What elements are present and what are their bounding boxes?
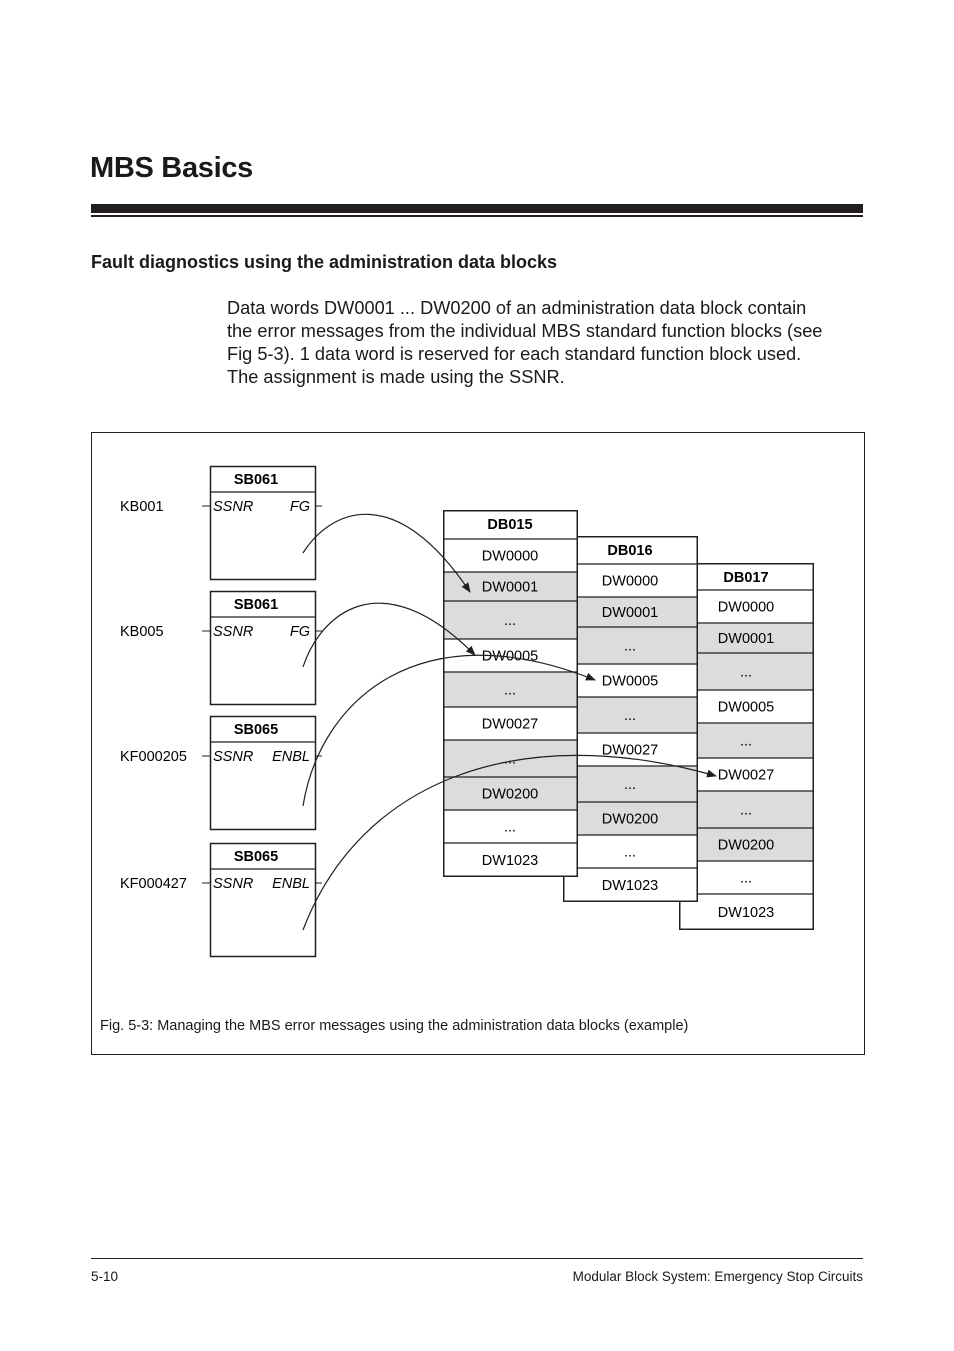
- data-word-label: ...: [623, 844, 637, 861]
- footer-rule: [91, 1258, 863, 1259]
- page-title: MBS Basics: [90, 152, 254, 184]
- data-word-label: DW0200: [601, 811, 659, 828]
- data-word-label: ...: [623, 708, 637, 724]
- data-word-label: ...: [739, 870, 753, 887]
- data-word-label: ...: [623, 777, 637, 793]
- data-block: [563, 536, 698, 902]
- data-word-label: DW0027: [717, 767, 775, 784]
- function-block: [120, 592, 322, 705]
- paragraph-line: the error messages from the individual MBS standard function blocks (see: [227, 321, 823, 341]
- data-block-name: DB015: [487, 517, 533, 533]
- input-pin-label: SSNR: [213, 876, 254, 892]
- data-word-label: ...: [503, 751, 517, 768]
- paragraph-line: Fig 5-3). 1 data word is reserved for each standard function block used.: [227, 344, 802, 364]
- page-number: 5-10: [91, 1269, 119, 1284]
- data-word-label: DW0027: [481, 716, 539, 733]
- input-parameter: KF000427: [120, 876, 187, 892]
- function-block-name: SB061: [233, 597, 279, 613]
- data-word-label: DW0200: [717, 837, 775, 854]
- input-pin-label: SSNR: [213, 624, 254, 640]
- data-block-name: DB017: [723, 570, 769, 586]
- data-word-label: DW1023: [601, 878, 659, 894]
- data-word-label: DW0001: [717, 631, 775, 647]
- data-word-label: DW0000: [601, 573, 659, 590]
- input-parameter: KB005: [120, 624, 164, 640]
- data-word-label: DW0000: [481, 548, 539, 565]
- data-word-label: ...: [503, 613, 517, 629]
- figure-caption: Fig. 5-3: Managing the MBS error messages using the administration data blocks (example): [100, 1018, 689, 1034]
- input-parameter: KF000205: [120, 749, 187, 765]
- input-pin-label: SSNR: [213, 749, 254, 765]
- output-pin-label: ENBL: [272, 749, 310, 765]
- input-parameter: KB001: [120, 499, 164, 515]
- function-block: [120, 717, 322, 830]
- data-word-label: ...: [739, 664, 753, 681]
- data-word-label: DW0005: [717, 699, 775, 716]
- data-word-label: DW1023: [717, 905, 775, 921]
- data-word-label: ...: [503, 819, 517, 836]
- data-word-label: ...: [739, 733, 753, 750]
- data-word-label: DW0005: [481, 648, 539, 665]
- data-word-label: ...: [623, 638, 637, 655]
- data-block-name: DB016: [607, 543, 653, 559]
- data-word-label: DW0005: [601, 673, 659, 690]
- data-word-label: DW0200: [481, 786, 539, 803]
- document-title: Modular Block System: Emergency Stop Circuits: [572, 1269, 863, 1284]
- data-word-label: DW0000: [717, 599, 775, 616]
- section-heading: Fault diagnostics using the administration data blocks: [91, 252, 558, 272]
- function-block: [120, 844, 322, 957]
- data-word-label: DW0001: [601, 605, 659, 621]
- output-pin-label: FG: [289, 499, 310, 515]
- data-word-label: ...: [503, 682, 517, 699]
- function-block-name: SB065: [233, 849, 279, 865]
- data-block: [443, 510, 578, 877]
- data-word-label: DW1023: [481, 853, 539, 869]
- data-word-label: ...: [739, 802, 753, 819]
- paragraph-line: The assignment is made using the SSNR.: [227, 367, 565, 387]
- data-block: [679, 563, 814, 930]
- data-word-label: DW0027: [601, 742, 659, 759]
- data-word-label: DW0001: [481, 579, 539, 596]
- function-block: [120, 467, 322, 580]
- input-pin-label: SSNR: [213, 499, 254, 515]
- paragraph-line: Data words DW0001 ... DW0200 of an administration data block contain: [227, 298, 807, 318]
- output-pin-label: FG: [289, 624, 310, 640]
- output-pin-label: ENBL: [272, 876, 310, 892]
- function-block-name: SB061: [233, 472, 279, 488]
- function-block-name: SB065: [233, 722, 279, 738]
